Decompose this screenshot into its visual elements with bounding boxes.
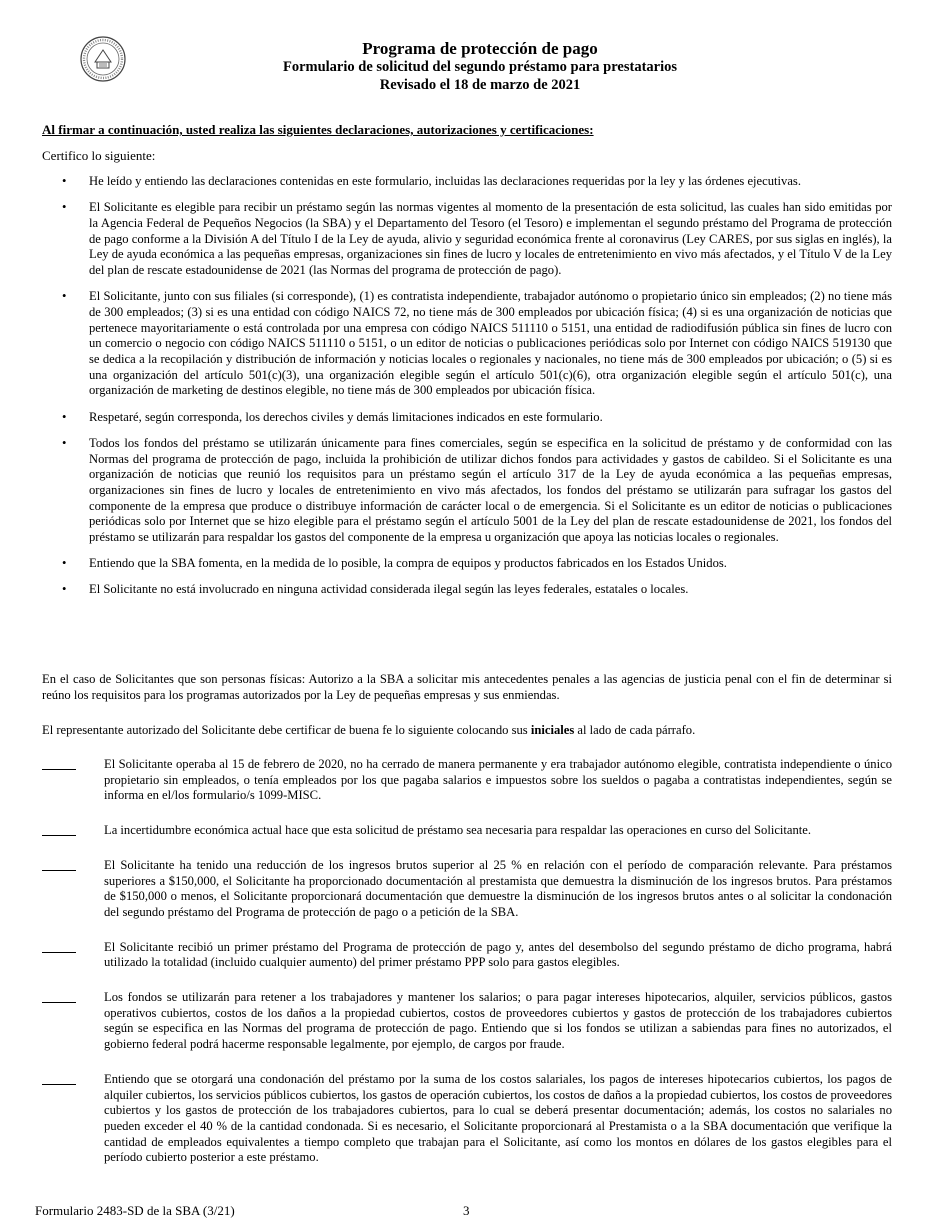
initial-item: Entiendo que se otorgará una condonación del préstamo por la suma de los costos salariales, los pagos de intereses hipotecarios cubiertos, los pagos de alquiler cubiertos, los servicios públicos cubiertos, los gastos de operación cubiertos, los costos de daños a la propiedad cubiertos, los costos de proveedores cubiertos y los gastos de protección de los trabajadores cubiertos, para lo cual se deberá presentar documentación; además, los costos no salariales no pueden exceder el 40 % de la cantidad condonada. Si es necesario, el Solicitante proporcionará al Prestamista o a la SBA documentación que verifique la cantidad de empleados equivalentes a tiempo completo que trabajan para el Solicitante, así como los montos en dólares de los gastos elegibles para el período cubierto posterior a este préstamo.: [42, 1072, 892, 1166]
representative-instruction: El representante autorizado del Solicitante debe certificar de buena fe lo siguiente colocando sus iniciales al lado de cada párrafo.: [42, 723, 696, 737]
bullet-icon: •: [62, 435, 67, 450]
form-id-footer: Formulario 2483-SD de la SBA (3/21): [35, 1203, 235, 1218]
initials-field[interactable]: [42, 940, 76, 953]
bullet-icon: •: [62, 582, 67, 597]
certification-bullet-list: [42, 174, 892, 609]
bullet-item: • El Solicitante no está involucrado en ninguna actividad considerada ilegal según las leyes federales, estatales o locales.: [62, 582, 689, 597]
initial-item: La incertidumbre económica actual hace que esta solicitud de préstamo sea necesaria para respaldar las operaciones en curso del Solicitante.: [42, 823, 892, 839]
initials-list: [42, 757, 892, 1166]
certify-text: Certifico lo siguiente:: [42, 148, 156, 163]
bullet-item: • El Solicitante, junto con sus filiales (si corresponde), (1) es contratista independiente, trabajador autónomo o propietario único sin empleados; (2) no tiene más de 300 empleados; (3) si es una entidad con código NAICS 72, no tiene más de 300 empleados por ubicación física; (4) si es una organización de noticias que pertenece mayoritariamente o está controlada por una empresa con código NAICS 511110 o 5151, una entidad de radiodifusión pública sin fines de lucro con un comercio o negocio con código NAICS 511110 o 5151, o un editor de noticias o publicaciones periódicas solo por Internet con código NAICS 519130 que se dedica a la recopilación y distribución de información y noticias locales o regionales y nacionales, no tiene más de 300 empleados por ubicación; o (5) si es una organización del artículo 501(c)(3), una organización elegible según el artículo 501(c)(6), otra organización elegible según el artículo 501(c), una organización de marketing de destinos elegible, no tiene más de 300 empleados por ubicación física.: [62, 289, 892, 398]
initial-item: El Solicitante ha tenido una reducción de los ingresos brutos superior al 25 % en relación con el período de comparación relevante. Para préstamos superiores a $150,000, el Solicitante ha proporcionado documentación al prestamista que demuestra la disminución de los ingresos brutos. Para préstamos de $150,000 o menos, el Solicitante proporcionará documentación que demuestre la disminución de los ingresos brutos antes o al solicitar la condonación del segundo préstamo del Programa de protección de pago o a petición de la SBA.: [42, 858, 892, 921]
bullet-item: • Respetaré, según corresponda, los derechos civiles y demás limitaciones indicados en este formulario.: [62, 409, 603, 424]
page-number: 3: [463, 1203, 470, 1218]
revision-date: Revisado el 18 de marzo de 2021: [379, 77, 581, 93]
natural-persons-paragraph: En el caso de Solicitantes que son personas físicas: Autorizo a la SBA a solicitar mis antecedentes penales a las agencias de justicia penal con el fin de determinar si reúno los requisitos para los programas autorizados por la Ley de pequeñas empresas y sus enmiendas.: [42, 672, 892, 702]
initial-item: El Solicitante operaba al 15 de febrero de 2020, no ha cerrado de manera permanente y era trabajador autónomo elegible, contratista independiente o único propietario sin empleados, o tenía empleados por los que pagaba salarios e impuestos sobre los sueldos o pagaba a contratistas independientes, según se informa en el/los formulario/s 1099-MISC.: [42, 757, 892, 804]
initials-field[interactable]: [42, 823, 76, 836]
bullet-item: • Entiendo que la SBA fomenta, en la medida de lo posible, la compra de equipos y productos fabricados en los Estados Unidos.: [62, 556, 727, 571]
initial-item: El Solicitante recibió un primer préstamo del Programa de protección de pago y, antes del desembolso del segundo préstamo de dicho programa, habrá utilizado la totalidad (incluido cualquier aumento) del primer préstamo PPP solo para gastos elegibles.: [42, 940, 892, 971]
bullet-icon: •: [62, 174, 67, 188]
bullet-icon: •: [62, 409, 67, 424]
bullet-icon: •: [62, 289, 67, 304]
initials-field[interactable]: [42, 990, 76, 1003]
bullet-icon: •: [62, 200, 67, 215]
initials-field[interactable]: [42, 1072, 76, 1085]
sba-seal-logo: [80, 36, 126, 82]
initials-field[interactable]: [42, 858, 76, 871]
form-title: Programa de protección de pago: [362, 39, 598, 58]
initials-field[interactable]: [42, 757, 76, 770]
bullet-item: • Todos los fondos del préstamo se utilizarán únicamente para fines comerciales, según se especifica en la solicitud de préstamo y de conformidad con las Normas del programa de protección de pago, incluida la prohibición de utilizar dichos fondos para actividades y gastos de cabildeo. Si el Solicitante es una organización de noticias que reunió los requisitos para un préstamo según el artículo 317 de la Ley de ayuda económica a las pequeñas empresas, organizaciones sin fines de lucro y locales de entretenimiento en vivo más afectados, los fondos del préstamo se utilizarán para sufragar los gastos del componente de la empresa que produce o distribuye información de carácter local o de emergencia. Si el Solicitante es un editor de noticias o publicaciones periódicas solo por Internet que se hizo elegible para el préstamo según el artículo 5001 de la Ley del plan de rescate estadounidense de 2021, los fondos del préstamo se utilizarán para respaldar los gastos del componente de la empresa u organización que apoya las noticias locales o regionales.: [62, 435, 892, 545]
bullet-icon: •: [62, 556, 67, 571]
bullet-item: • El Solicitante es elegible para recibir un préstamo según las normas vigentes al momento de la presentación de esta solicitud, las cuales han sido emitidas por la Agencia Federal de Pequeños Negocios (la SBA) y el Departamento del Tesoro (el Tesoro) e implementan el segundo préstamo del Programa de protección de pago conforme a la División A del Título I de la Ley de ayuda, alivio y seguridad económica frente al coronavirus (Ley CARES, por sus siglas en inglés), la Ley de ayuda económica a las pequeñas empresas, organizaciones sin fines de lucro y locales de entretenimiento en vivo más afectados, y el Título V de la Ley del plan de rescate estadounidense de 2021 (las Normas del programa de protección de pago).: [62, 200, 892, 278]
initial-item: Los fondos se utilizarán para retener a los trabajadores y mantener los salarios; o para pagar intereses hipotecarios, alquiler, servicios públicos, gastos operativos cubiertos, costos de los daños a la propiedad cubiertos, costos de proveedores cubiertos y gastos de protección de los trabajadores cubiertos según se especifica en las Normas del programa de protección de pago. Entiendo que si los fondos se utilizan a sabiendas para fines no autorizados, el gobierno federal podrá hacerme responsable legalmente, por ejemplo, de cargos por fraude.: [42, 990, 892, 1053]
bullet-item: • He leído y entiendo las declaraciones contenidas en este formulario, incluidas las declaraciones requeridas por la ley y las órdenes ejecutivas.: [62, 174, 801, 188]
form-header: [200, 40, 760, 94]
form-subtitle: Formulario de solicitud del segundo préstamo para prestatarios: [282, 59, 678, 75]
intro-heading: Al firmar a continuación, usted realiza las siguientes declaraciones, autorizaciones y certificaciones:: [42, 122, 594, 137]
